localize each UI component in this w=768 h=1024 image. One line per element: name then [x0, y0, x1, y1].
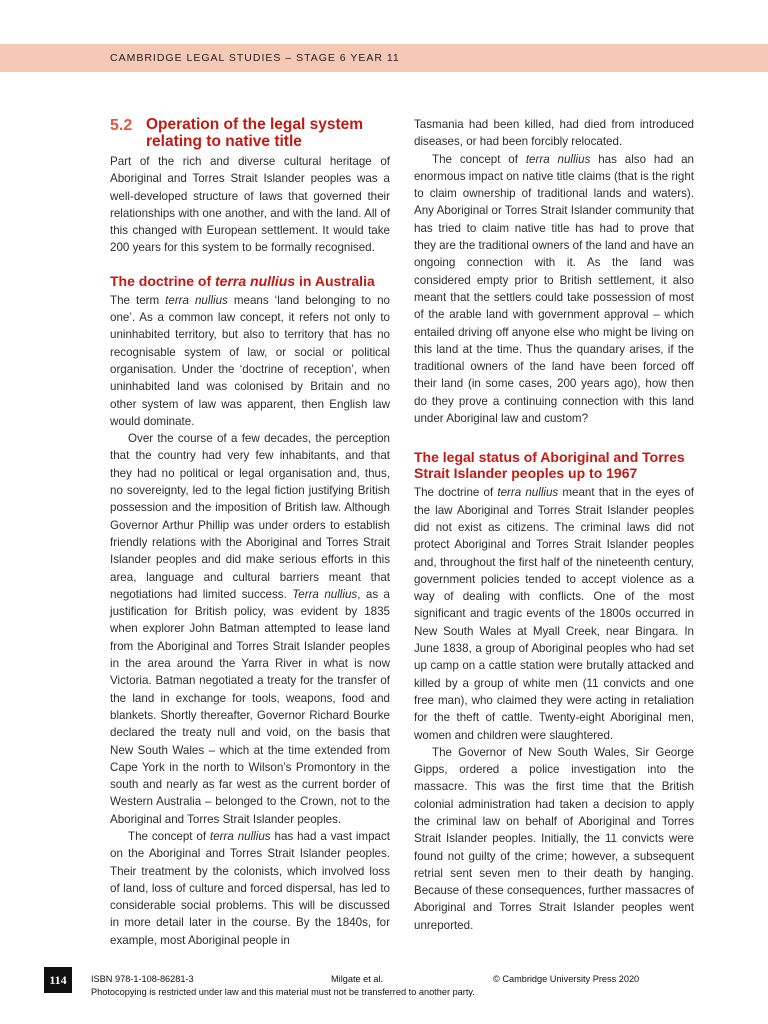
paragraph-british-possession — [110, 430, 390, 828]
paragraph-legal-status — [414, 484, 694, 743]
italic-term: terra nullius — [165, 293, 228, 307]
footer-author: Milgate et al. — [331, 974, 384, 984]
italic-term: terra nullius — [525, 152, 591, 166]
text-run: has had a vast impact on the Aboriginal and Torres Strait Islander peoples. Their treatment by the colonists, which involved loss of land, loss of culture and forced dispersal, has led to considerable social problems. This will be discussed in more detail later in the course. By the 1840s, for example, most Aboriginal people in — [110, 829, 391, 947]
text-run: The term — [110, 293, 166, 307]
heading-italic: terra nullius — [215, 272, 296, 289]
page-number: 114 — [44, 967, 72, 993]
italic-term: terra nullius — [497, 486, 559, 500]
heading-legal-status: The legal status of Aboriginal and Torres Strait Islander peoples up to 1967 — [414, 449, 685, 482]
heading-terra-nullius — [110, 273, 390, 289]
paragraph-continuation: Tasmania had been killed, had died from introduced diseases, or had been forcibly relocated. — [414, 118, 694, 149]
footer-isbn: ISBN 978-1-108-86281-3 — [91, 974, 194, 984]
running-header: CAMBRIDGE LEGAL STUDIES – STAGE 6 YEAR 11 — [110, 52, 400, 64]
text-run: The doctrine of — [414, 486, 498, 500]
heading-part: in Australia — [295, 272, 375, 289]
text-run: The concept of — [128, 829, 210, 843]
italic-term: terra nullius — [209, 829, 271, 843]
footer-notice: Photocopying is restricted under law and this material must not be transferred to another party. — [91, 987, 475, 997]
paragraph-impact — [110, 828, 390, 949]
footer-copyright: © Cambridge University Press 2020 — [493, 974, 640, 984]
text-run: Over the course of a few decades, the perception that the country had very few inhabitants, and that they had no political or legal organisation and, thus, no sovereignty, led to the legal fiction justifying British possession and the imposition of British law. Although Governor Arthur Phillip was under orders to establish friendly relations with the Aboriginal and Torres Strait Islander peoples and did make serious efforts in this area, language and cultural barriers meant that negotiations had limited success. — [110, 432, 390, 601]
heading-part: The doctrine of — [110, 272, 215, 289]
text-run: meant that in the eyes of the law Aboriginal and Torres Strait Islander peoples did not exist as citizens. The criminal laws did not protect Aboriginal and Torres Strait Islander peoples and, throughout the first half of the nineteenth century, government policies tended to accept violence as a way of dealing with conflicts. One of the most significant and tragic events of the 1800s occurred in New South Wales at Myall Creek, near Bingara. In June 1838, a group of Aboriginal peoples who had set up camp on a cattle station were brutally attacked and killed by a group of white men (11 convicts and one free man), who claimed they were acting in retaliation for the theft of cattle. Twenty-eight Aboriginal men, women and children were slaughtered. — [414, 486, 694, 742]
paragraph-governor-gipps: The Governor of New South Wales, Sir George Gipps, ordered a police investigation into the massacre. This was the first time that the British colonial administration had taken a decision to apply the criminal law on behalf of Aboriginal and Torres Strait Islander peoples. Initially, the 11 convicts were found not guilty of the crime; however, a subsequent retrial sent seven men to their death by hanging. Because of these consequences, further massacres of Aboriginal and Torres Strait Islander peoples went unreported. — [414, 745, 694, 932]
paragraph-native-title-claims — [414, 151, 694, 428]
left-column — [110, 116, 390, 949]
text-run: has also had an enormous impact on native title claims (that is the right to claim ownership of traditional lands and waters). Any Aboriginal or Torres Strait Islander community that has tried to claim native title has had to prove that they are the traditional owners of the land and have an ongoing connection with it. As the land was considered empty prior to British settlement, it also meant that the settlers could take possession of most of the arable land with government approval – which entailed driving off anyone else who might be living on this land at the time. Thus the quandary arises, if the traditional owners of the land have been forced off their land (in some cases, 200 years ago), how then do they prove a continuing connection with this land under Aboriginal law and custom? — [414, 152, 694, 426]
text-run: The concept of — [432, 152, 526, 166]
text-run: , as a justification for British policy, was evident by 1835 when explorer John Batman attempted to lease land from the Aboriginal and Torres Strait Islander peoples in the area around the Yarra River in what is now Victoria. Batman negotiated a treaty for the transfer of the land in exchange for tools, weapons, food and blankets. Shortly thereafter, Governor Richard Bourke declared the treaty null and void, on the basis that New South Wales – which at the time extended from Cape York in the north to Wilson’s Promontory in the south and nearly as far west as the current border of Western Australia – belonged to the Crown, not to the Aboriginal and Torres Strait Islander peoples. — [110, 587, 391, 826]
intro-paragraph: Part of the rich and diverse cultural heritage of Aboriginal and Torres Strait Islander peoples was a well-developed structure of laws that governed their relationships with one another, and with the land. All of this changed with European settlement. It would take 200 years for this system to be formally recognised. — [110, 155, 390, 255]
right-column — [414, 116, 694, 934]
section-title — [110, 116, 390, 150]
text-run: means ‘land belonging to no one’. As a common law concept, it refers not only to uninhabited territory, but also to territory that has no recognisable system of law, or social or political organisation. Under the ‘doctrine of reception’, when uninhabited land was colonised by Britain and no other system of law was apparent, then English law would dominate. — [110, 293, 390, 428]
section-title-text: Operation of the legal system relating to native title — [146, 116, 364, 150]
paragraph-terra-nullius-definition — [110, 292, 390, 430]
section-number: 5.2 — [110, 117, 133, 134]
italic-term: Terra nullius — [292, 587, 358, 601]
